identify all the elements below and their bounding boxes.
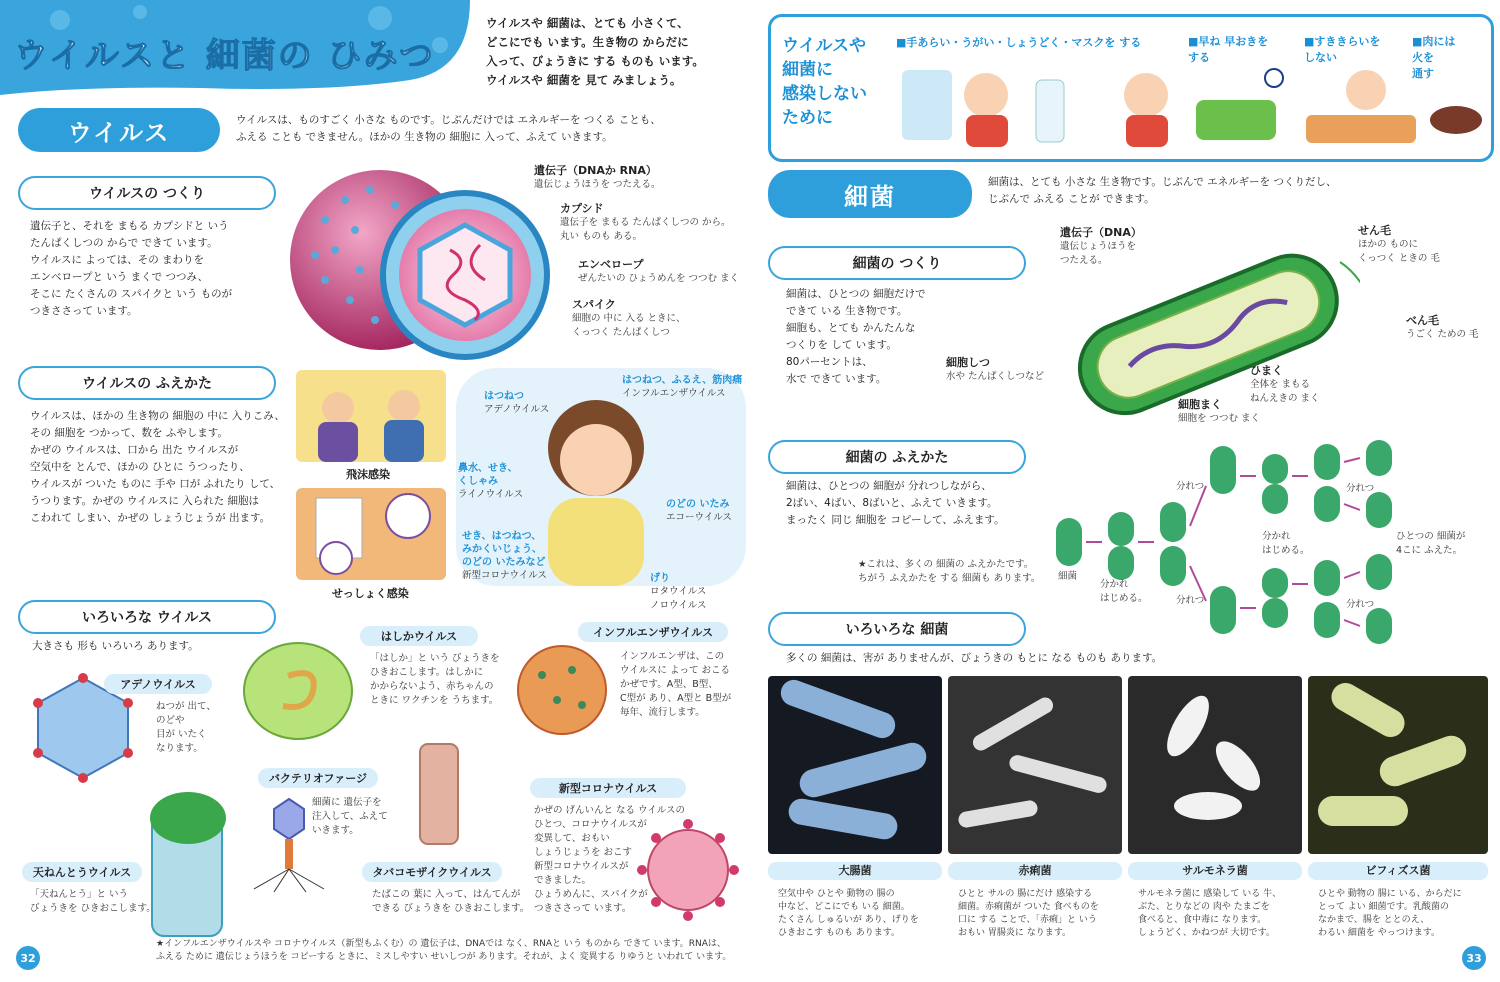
- virus-label-envelope: エンベロープ ぜんたいの ひょうめんを つつむ まく: [578, 258, 740, 284]
- adenovirus-desc: ねつが 出て、 のどや 目が いたく なります。: [156, 701, 216, 754]
- symptom-rhino: 鼻水、せき、 くしゃみ ライノウイルス: [458, 463, 524, 500]
- contact-infection-label: せっしょく感染: [332, 587, 409, 600]
- virus-variety-text: 大きさも 形も いろいろ あります。: [32, 640, 199, 652]
- division-label-start1: 分かれ はじめる。: [1100, 579, 1148, 604]
- division-label-result: ひとつの 細菌が 4こに ふえた。: [1396, 531, 1466, 556]
- virus-spread-heading: ウイルスの ふえかた: [18, 366, 276, 400]
- bacteria-label-pili: せん毛 ほかの ものに くっつく ときの 毛: [1358, 224, 1440, 264]
- virus-label-spike: スパイク 細胞の 中に 入る ときに、 くっつく たんぱくしつ: [572, 298, 686, 338]
- bacteria-label-dna: 遺伝子（DNA） 遺伝じょうほうを つたえる。: [1060, 226, 1142, 266]
- intro-text: ウイルスや 細菌は、とても 小さくて、 どこにでも います。生き物の からだに 入って、びょうきに する ものも います。 ウイルスや 細菌を 見て みましょう。: [486, 16, 704, 87]
- bacteria-label-membrane: 細胞まく 細胞を つつむ まく: [1178, 398, 1261, 424]
- bacteria-division-note: ★これは、多くの 細菌の ふえかたです。 ちがう ふえかたを する 細菌も あります。: [858, 559, 1041, 584]
- covid-illustration: [636, 818, 740, 922]
- symptom-echo: のどの いたみ エコーウイルス: [666, 499, 732, 523]
- prevention-item-sleep: ■早ね 早おきを する: [1188, 35, 1269, 64]
- division-label-bacterium: 細菌: [1058, 571, 1078, 582]
- virus-structure-text: 遺伝子と、それを まもる カプシドと いう たんぱくしつの からで できて います。 ウイルスに よっては、その まわりを エンベロープと いう まくで つつみ、 そこに たくさんの スパイクと いう ものが つきささって います。: [30, 220, 233, 317]
- bacteria-label-capsule: ひまく 全体を まもる ねんえきの まく: [1250, 364, 1320, 404]
- bacteria-desc: 細菌は、とても 小さな 生き物です。じぶんで エネルギーを つくりだし、 じぶんで ふえる ことが できます。: [988, 176, 1337, 205]
- virus-label-gene: 遺伝子（DNAか RNA） 遺伝じょうほうを つたえる。: [534, 164, 661, 190]
- symptom-fever: はつねつ アデノウイルス: [484, 391, 550, 415]
- measles-name: はしかウイルス: [360, 626, 478, 646]
- bacteria-variety-heading: いろいろな 細菌: [768, 612, 1026, 646]
- smallpox-illustration: [146, 788, 230, 942]
- smallpox-name: 天ねんとうウイルス: [22, 862, 142, 882]
- ecoli-name: 大腸菌: [768, 862, 942, 880]
- shigella-name: 赤痢菌: [948, 862, 1122, 880]
- prevention-item-diet: ■すききらいを しない: [1304, 35, 1381, 64]
- ecoli-photo: [768, 676, 942, 854]
- bacteria-label-cytoplasm: 細胞しつ 水や たんぱくしつなど: [946, 356, 1045, 382]
- symptom-flu: はつねつ、ふるえ、筋肉痛 インフルエンザウイルス: [622, 375, 743, 399]
- prevention-item-handwash: ■手あらい・うがい・しょうどく・マスクを する: [896, 36, 1142, 49]
- symptom-covid: せき、はつねつ、 みかくいじょう、 のどの いたみなど 新型コロナウイルス: [462, 531, 547, 581]
- salmonella-photo: [1128, 676, 1302, 854]
- bifidobacteria-desc: ひとや 動物の 腸に いる、からだに とって よい 細菌です。乳酸菌の なかまで、腸を ととのえ、 わるい 細菌を やっつけます。: [1318, 889, 1462, 938]
- tobacco-mosaic-name: タバコモザイクウイルス: [362, 862, 502, 882]
- influenza-illustration: [512, 640, 612, 740]
- contact-infection-illustration: [296, 488, 446, 580]
- virus-structure-heading: ウイルスの つくり: [18, 176, 276, 210]
- symptom-diarrhea: げり ロタウイルス ノロウイルス: [650, 573, 707, 611]
- ecoli-desc: 空気中や ひとや 動物の 腸の 中など、どこにでも いる 細菌。 たくさん しゅるいが あり、げりを ひきおこす ものも あります。: [778, 889, 919, 938]
- tobacco-mosaic-desc: たばこの 葉に 入って、はんてんが できる びょうきを ひきおこします。: [372, 889, 530, 914]
- virus-footnote: ★インフルエンザウイルスや コロナウイルス（新型もふくむ）の 遺伝子は、DNAでは なく、RNAと いう ものから できて います。RNAは、 ふえる ために 遺伝じょうほうを コピーする ときに、ミスしやすい せいしつが あります。それが、よく 変異する りゆうと いわれて います。: [156, 939, 732, 962]
- salmonella-name: サルモネラ菌: [1128, 862, 1302, 880]
- measles-desc: 「はしか」と いう びょうきを ひきおこします。はしかに かからないよう、赤ちゃんの ときに ワクチンを うちます。: [370, 653, 500, 706]
- droplet-infection-label: 飛沫感染: [346, 468, 390, 481]
- salmonella-desc: サルモネラ菌に 感染して いる 牛、 ぶた、とりなどの 肉や たまごを 食べると、食中毒に なります。 しょうどく、かねつが 大切です。: [1138, 889, 1282, 938]
- bacteria-heading: 細菌: [768, 170, 972, 218]
- bacteria-division-heading: 細菌の ふえかた: [768, 440, 1026, 474]
- influenza-desc: インフルエンザは、この ウイルスに よって おこる かぜです。A型、B型、 C型が あり、A型と B型が 毎年、流行します。: [620, 651, 732, 718]
- adenovirus-name: アデノウイルス: [104, 674, 212, 694]
- division-label-split-2: 分れつ: [1176, 595, 1205, 606]
- bacteriophage-desc: 細菌に 遺伝子を 注入して、ふえて いきます。: [312, 797, 388, 836]
- virus-label-capsid: カプシド 遺伝子を まもる たんぱくしつの から。 丸い ものも ある。: [560, 202, 731, 242]
- prevention-item-cook: ■肉には 火を 通す: [1412, 35, 1456, 80]
- division-label-start2: 分かれ はじめる。: [1262, 531, 1310, 556]
- division-label-split-3: 分れつ: [1346, 483, 1375, 494]
- virus-structure-illustration: [285, 160, 555, 360]
- virus-spread-text: ウイルスは、ほかの 生き物の 細胞の 中に 入りこみ、 その 細胞を つかって、数を ふやします。 かぜの ウイルスは、口から 出た ウイルスが 空気中を とんで、ほかの ひとに うつったり、 ウイルスが ついた ものに 手や 口が ふれたり して、 うつります。かぜの ウイルスに 入られた 細胞は こわれて しまい、かぜの しょうじょうが 出ます。: [30, 410, 285, 524]
- page-number-right: 33: [1462, 946, 1486, 970]
- prevention-illustrations: [896, 60, 1486, 150]
- measles-illustration: [238, 636, 358, 746]
- bacteria-variety-text: 多くの 細菌は、害が ありませんが、びょうきの もとに なる ものも あります。: [786, 652, 1163, 664]
- virus-variety-heading: いろいろな ウイルス: [18, 600, 276, 634]
- droplet-infection-illustration: [296, 370, 446, 462]
- covid-name: 新型コロナウイルス: [530, 778, 686, 798]
- division-label-split-4: 分れつ: [1346, 599, 1375, 610]
- covid-desc: かぜの げんいんと なる ウイルスの ひとつ、コロナウイルスが 変異して、おもい しょうじょうを おこす 新型コロナウイルスが できました。 ひょうめんに、スパイクが つきささって います。: [534, 805, 685, 914]
- bacteria-label-flagellum: べん毛 うごく ための 毛: [1406, 314, 1479, 340]
- tobacco-mosaic-illustration: [416, 738, 462, 850]
- bifidobacteria-photo: [1308, 676, 1488, 854]
- prevention-title: ウイルスや 細菌に 感染しない ために: [782, 36, 867, 128]
- bacteria-structure-heading: 細菌の つくり: [768, 246, 1026, 280]
- virus-desc: ウイルスは、ものすごく 小さな ものです。じぶんだけでは エネルギーを つくる ことも、 ふえる ことも できません。ほかの 生き物の 細胞に 入って、ふえて いきます。: [236, 114, 661, 143]
- bacteria-division-diagram: [1050, 436, 1400, 646]
- virus-heading: ウイルス: [18, 108, 220, 152]
- smallpox-desc: 「天ねんとう」と いう びょうきを ひきおこします。: [30, 889, 156, 914]
- influenza-name: インフルエンザウイルス: [578, 622, 728, 642]
- shigella-photo: [948, 676, 1122, 854]
- shigella-desc: ひとと サルの 腸にだけ 感染する 細菌。赤痢菌が ついた 食べものを 口に する ことで、「赤痢」と いう おもい 胃腸炎に なります。: [958, 889, 1099, 938]
- bacteria-structure-text: 細菌は、ひとつの 細胞だけで できて いる 生き物です。 細胞も、とても かんたんな つくりを して います。 80パーセントは、 水で できて います。: [786, 288, 926, 385]
- bacteriophage-name: バクテリオファージ: [258, 768, 378, 788]
- page-title: ウイルスと 細菌の ひみつ: [14, 36, 435, 76]
- bifidobacteria-name: ビフィズス菌: [1308, 862, 1488, 880]
- page-number-left: 32: [16, 946, 40, 970]
- bacteria-division-text: 細菌は、ひとつの 細胞が 分れつしながら、 2ばい、4ばい、8ばいと、ふえて いきます。 まったく 同じ 細胞を コピーして、ふえます。: [786, 480, 1005, 526]
- division-label-split-1: 分れつ: [1176, 481, 1205, 492]
